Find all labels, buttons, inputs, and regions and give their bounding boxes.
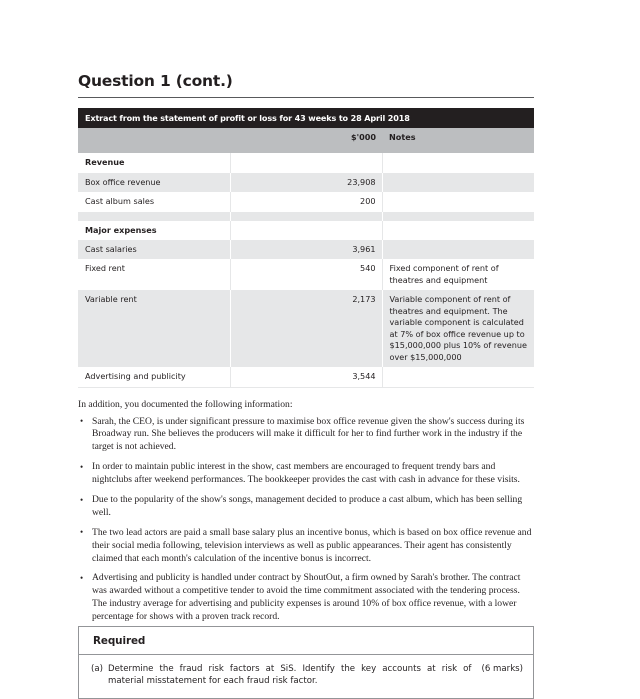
row-amount [230, 153, 382, 172]
row-label: Revenue [78, 153, 230, 172]
row-label: Box office revenue [78, 173, 230, 192]
bullet-icon: • [80, 572, 84, 583]
row-label: Major expenses [78, 221, 230, 240]
row-label [78, 212, 230, 221]
bullet-icon: • [80, 494, 84, 505]
list-item [78, 461, 534, 487]
table-body [78, 108, 534, 387]
list-item-text: Advertising and publicity is handled under contract by ShoutOut, a firm owned by Sarah's brother. The contract was awarded without a competitive tender to avoid the time commitment associated with the tendering process. The industry average for advertising and publicity expenses is around 10% of box office revenue, with a lower percentage for shows with a proven track record. [92, 572, 521, 623]
table-row [78, 240, 534, 259]
row-notes [382, 153, 534, 172]
row-notes [382, 212, 534, 221]
required-item-line-1 [108, 663, 523, 675]
bullet-icon: • [80, 461, 84, 472]
list-item [78, 572, 534, 624]
row-notes [382, 240, 534, 259]
required-box [78, 626, 534, 699]
table-row [78, 259, 534, 290]
table-row [78, 290, 534, 367]
table-row [78, 221, 534, 240]
table-caption: Extract from the statement of profit or loss for 43 weeks to 28 April 2018 [78, 108, 534, 128]
row-label: Cast salaries [78, 240, 230, 259]
required-marks: (6 marks) [481, 664, 523, 674]
list-item-text: Due to the popularity of the show's songs, management decided to produce a cast album, which has been selling well. [92, 494, 523, 518]
column-header-notes: Notes [382, 128, 534, 153]
list-item [78, 416, 534, 455]
required-heading: Required [79, 627, 533, 655]
table-caption-row [78, 108, 534, 128]
bullet-icon: • [80, 416, 84, 427]
row-amount: 3,544 [230, 367, 382, 387]
row-amount [230, 221, 382, 240]
row-notes: Variable component of rent of theatres and equipment. The variable component is calculated at 7% of box office revenue up to $15,000,000 plus 10% of revenue over $15,000,000 [382, 290, 534, 367]
title-divider [78, 97, 534, 98]
list-item-text: Sarah, the CEO, is under significant pressure to maximise box office revenue given the show's success during its Broadway run. She believes the producers will make it difficult for her to find further work in the industry if the target is not achieved. [92, 415, 525, 453]
required-item-letter: (a) [91, 664, 103, 674]
row-notes [382, 173, 534, 192]
narrative-intro: In addition, you documented the following information: [78, 398, 293, 410]
list-item [78, 494, 534, 520]
list-item-text: In order to maintain public interest in the show, cast members are encouraged to frequent trendy bars and nightclubs after weekend performances. The bookkeeper provides the cast with cash in advance for these visits. [92, 461, 520, 486]
row-notes: Fixed component of rent of theatres and equipment [382, 259, 534, 290]
row-amount: 3,961 [230, 240, 382, 259]
profit-or-loss-extract-table [78, 108, 534, 388]
column-header-label [78, 128, 230, 153]
row-label: Advertising and publicity [78, 367, 230, 387]
table-spacer-row [78, 212, 534, 221]
table-row [78, 173, 534, 192]
row-notes [382, 221, 534, 240]
row-label: Fixed rent [78, 259, 230, 290]
row-amount: 540 [230, 259, 382, 290]
row-label: Cast album sales [78, 192, 230, 211]
bullet-icon: • [80, 527, 84, 538]
row-label: Variable rent [78, 290, 230, 367]
table-row [78, 153, 534, 172]
list-item [78, 527, 534, 566]
row-amount: 2,173 [230, 290, 382, 367]
table-row [78, 367, 534, 387]
page-title: Question 1 (cont.) [78, 72, 233, 90]
required-item-text: Determine the fraud risk factors at SiS. Identify the key accounts at risk of [108, 664, 472, 674]
row-amount: 200 [230, 192, 382, 211]
narrative-bullet-list [78, 416, 534, 624]
list-item-text: The two lead actors are paid a small base salary plus an incentive bonus, which is based on box office revenue and their social media following, television interviews as well as public appearances. Their agent has consistently claimed that each month's calculation of the incentive bonus is incorrect. [92, 526, 532, 564]
table-row [78, 192, 534, 211]
row-amount [230, 212, 382, 221]
column-header-amount: $'000 [230, 128, 382, 153]
required-item-line-2: material misstatement for each fraud risk factor. [108, 676, 318, 687]
row-notes [382, 192, 534, 211]
row-notes [382, 367, 534, 387]
required-body [79, 655, 533, 698]
required-item [91, 663, 523, 688]
row-amount: 23,908 [230, 173, 382, 192]
table-column-header-row [78, 128, 534, 153]
